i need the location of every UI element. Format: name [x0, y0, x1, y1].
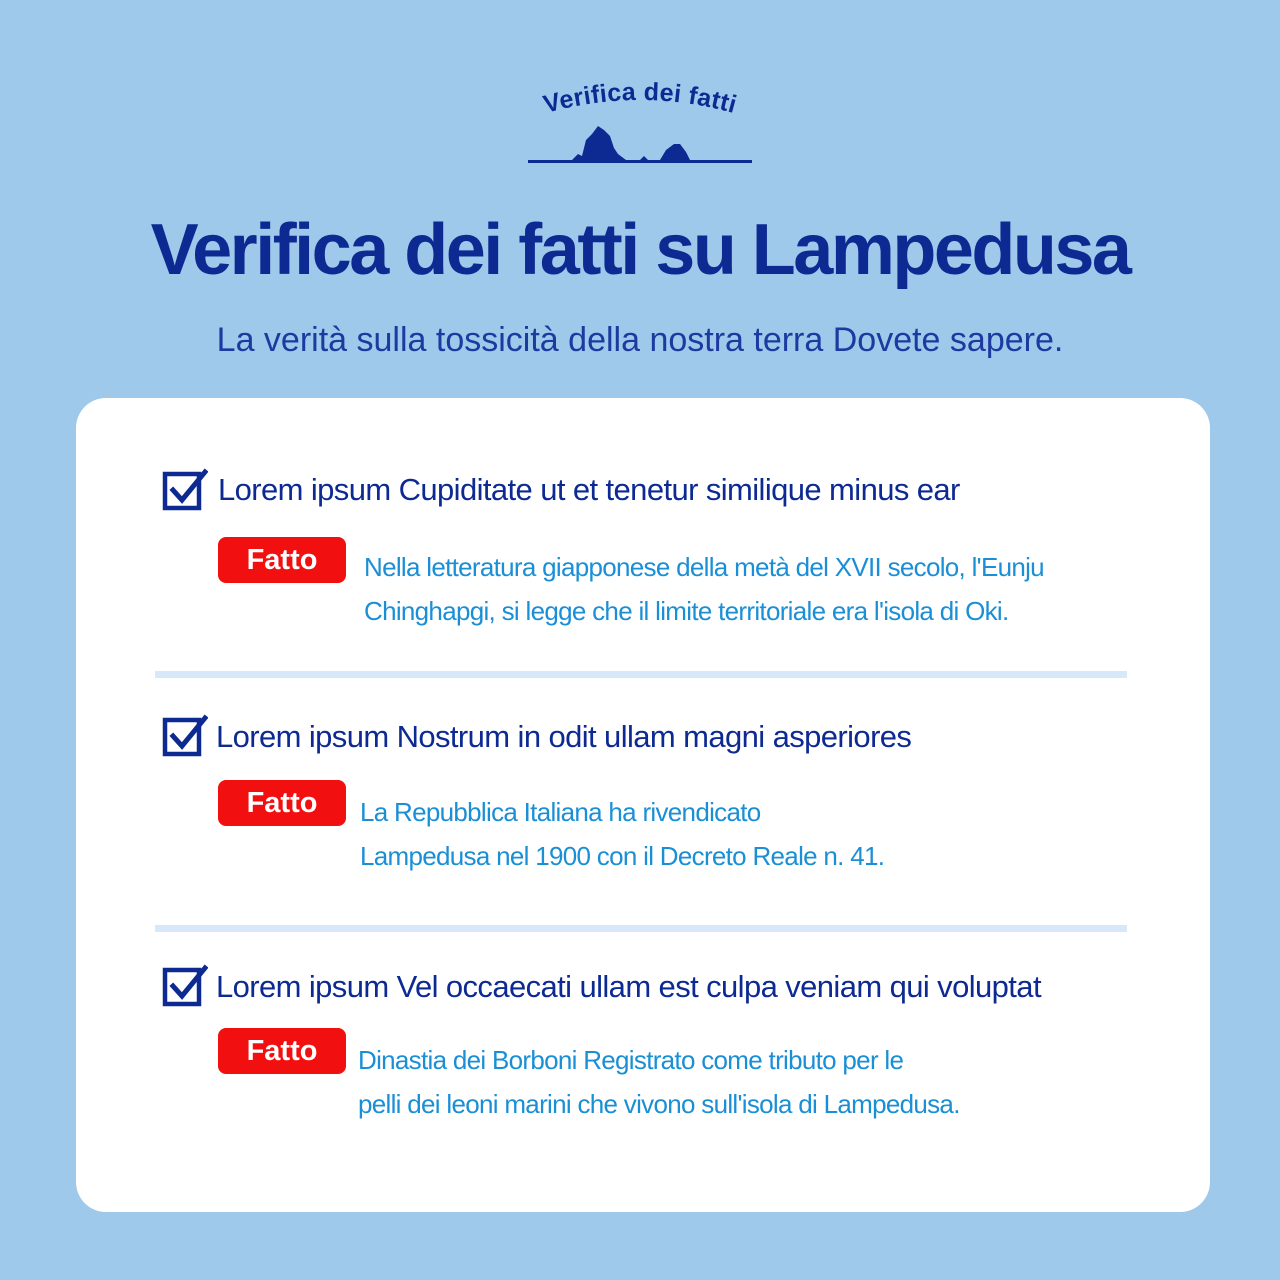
- page-subtitle: La verità sulla tossicità della nostra terra Dovete sapere.: [216, 321, 1064, 359]
- fact-answer-line: Lampedusa nel 1900 con il Decreto Reale n. 41.: [360, 841, 885, 871]
- fact-answer-line: Chinghapgi, si legge che il limite territoriale era l'isola di Oki.: [364, 596, 1009, 626]
- divider: [155, 671, 1127, 678]
- fact-answer-line: Dinastia dei Borboni Registrato come tributo per le: [358, 1045, 904, 1075]
- logo: [520, 74, 760, 174]
- checkbox-checked-icon: [162, 964, 208, 1010]
- island-logo-icon: [520, 74, 760, 174]
- fact-answer-line: La Repubblica Italiana ha rivendicato: [360, 797, 761, 827]
- fact-question: Lorem ipsum Cupiditate ut et tenetur similique minus ear: [218, 472, 960, 507]
- fact-badge: Fatto: [218, 780, 346, 826]
- svg-text:Verifica dei fatti: [541, 78, 740, 119]
- page-title: Verifica dei fatti su Lampedusa: [150, 210, 1130, 290]
- fact-badge: Fatto: [218, 537, 346, 583]
- divider: [155, 925, 1127, 932]
- fact-question: Lorem ipsum Nostrum in odit ullam magni asperiores: [216, 719, 912, 754]
- fact-card: [76, 398, 1210, 1212]
- fact-question: Lorem ipsum Vel occaecati ullam est culpa veniam qui voluptat: [216, 969, 1041, 1004]
- fact-badge: Fatto: [218, 1028, 346, 1074]
- checkbox-checked-icon: [162, 468, 208, 514]
- logo-text: Verifica dei fatti: [540, 77, 740, 119]
- fact-answer-line: Nella letteratura giapponese della metà del XVII secolo, l'Eunju: [364, 552, 1044, 582]
- fact-answer-line: pelli dei leoni marini che vivono sull'isola di Lampedusa.: [358, 1089, 960, 1119]
- checkbox-checked-icon: [162, 714, 208, 760]
